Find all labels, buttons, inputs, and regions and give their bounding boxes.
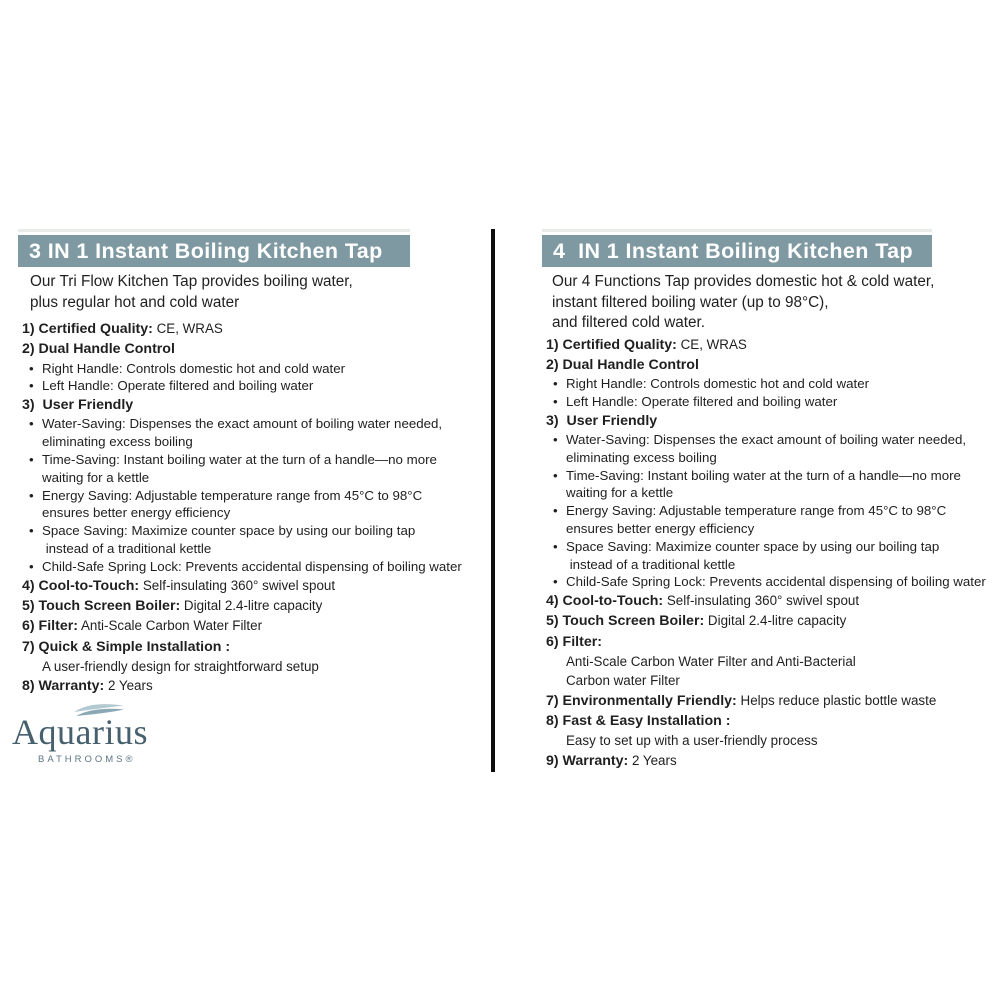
bullet-text: Space Saving: Maximize counter space by using our boiling tap (42, 523, 416, 539)
bullet-icon: • (553, 431, 558, 447)
bullet-icon: • (29, 360, 34, 376)
bullet-icon: • (553, 503, 558, 519)
feature-label: 6) Filter: (546, 633, 602, 650)
feature-bullet (542, 431, 994, 449)
feature-continuation: eliminating excess boiling (42, 434, 193, 450)
bullet-icon: • (553, 574, 558, 590)
feature-continuation: instead of a traditional kettle (42, 541, 212, 557)
bullet-text: Water-Saving: Dispenses the exact amount of boiling water needed, (566, 431, 967, 447)
feature-item (18, 319, 486, 339)
feature-item (18, 339, 486, 359)
intro-line: plus regular hot and cold water (30, 293, 240, 311)
feature-value: Digital 2.4-litre capacity (704, 613, 847, 629)
feature-item (542, 691, 994, 711)
bullet-text: Child-Safe Spring Lock: Prevents accidental dispensing of boiling water (566, 574, 986, 590)
bullet-icon: • (553, 376, 558, 392)
scan-artifact-strip (18, 229, 410, 232)
feature-bullet (18, 377, 486, 395)
feature-bullet (18, 522, 486, 540)
feature-bullet (18, 451, 486, 469)
section-intro (18, 272, 486, 313)
intro-line: Our 4 Functions Tap provides domestic hot & cold water, (552, 273, 935, 290)
feature-bullet (542, 393, 994, 411)
feature-label: 5) Touch Screen Boiler: (22, 597, 181, 614)
feature-bullet (542, 502, 994, 520)
bullet-icon: • (553, 393, 558, 409)
feature-item (18, 576, 486, 596)
bullet-icon: • (553, 538, 558, 554)
column-divider (491, 229, 495, 772)
feature-value: Anti-Scale Carbon Water Filter (77, 618, 263, 634)
feature-item (542, 611, 994, 631)
bullet-text: Time-Saving: Instant boiling water at the turn of a handle—no more (42, 452, 437, 468)
section-intro (542, 272, 994, 334)
feature-label: 1) Certified Quality: (546, 336, 677, 353)
bullet-text: Energy Saving: Adjustable temperature range from 45°C to 98°C (42, 487, 423, 503)
column-4in1-tap (542, 226, 994, 771)
feature-label: 9) Warranty: (546, 752, 629, 769)
feature-item (542, 335, 994, 355)
feature-item (542, 632, 994, 652)
bullet-text: Energy Saving: Adjustable temperature range from 45°C to 98°C (566, 503, 947, 519)
feature-bullet (18, 360, 486, 378)
feature-continuation: Carbon water Filter (566, 673, 680, 689)
feature-bullet (542, 573, 994, 591)
feature-value: 2 Years (104, 678, 153, 694)
feature-item (18, 596, 486, 616)
feature-item (18, 616, 486, 636)
bullet-text: Time-Saving: Instant boiling water at the turn of a handle—no more (566, 467, 961, 483)
feature-continuation: ensures better energy efficiency (42, 505, 231, 521)
scan-artifact-strip (542, 229, 932, 232)
section-header-3in1: 3 IN 1 Instant Boiling Kitchen Tap (18, 235, 410, 267)
feature-label: 8) Fast & Easy Installation : (546, 712, 731, 729)
bullet-icon: • (29, 378, 34, 394)
section-header-4in1: 4 IN 1 Instant Boiling Kitchen Tap (542, 235, 932, 267)
feature-item (542, 411, 994, 431)
feature-continuation: A user-friendly design for straightforward setup (42, 658, 319, 674)
feature-continuation: eliminating excess boiling (566, 449, 717, 465)
intro-line: Our Tri Flow Kitchen Tap provides boiling water, (30, 273, 353, 290)
bullet-text: Left Handle: Operate filtered and boiling water (566, 393, 838, 409)
feature-item (542, 751, 994, 771)
brand-name: Aquarius (12, 712, 148, 752)
bullet-text: Child-Safe Spring Lock: Prevents accidental dispensing of boiling water (42, 558, 462, 574)
feature-continuation: waiting for a kettle (42, 469, 150, 485)
feature-value: Self-insulating 360° swivel spout (139, 577, 336, 593)
feature-value: CE, WRAS (152, 321, 223, 336)
feature-continuation: Anti-Scale Carbon Water Filter and Anti-Bacterial (566, 654, 856, 670)
bullet-text: Left Handle: Operate filtered and boiling water (42, 378, 314, 394)
bullet-icon: • (29, 487, 34, 503)
intro-line: and filtered cold water. (552, 314, 706, 331)
feature-item (18, 395, 486, 415)
feature-label: 7) Environmentally Friendly: (546, 692, 737, 709)
feature-bullet (542, 467, 994, 485)
feature-list (542, 335, 994, 771)
feature-item (18, 676, 486, 696)
feature-label: 6) Filter: (22, 618, 78, 635)
feature-label: 3) User Friendly (546, 412, 658, 429)
feature-bullet (18, 487, 486, 505)
feature-label: 2) Dual Handle Control (546, 356, 699, 373)
bullet-text: Water-Saving: Dispenses the exact amount of boiling water needed, (42, 416, 443, 432)
column-3in1-tap (18, 226, 486, 696)
feature-label: 5) Touch Screen Boiler: (546, 613, 705, 630)
feature-label: 1) Certified Quality: (22, 321, 153, 337)
feature-bullet (542, 538, 994, 556)
feature-label: 4) Cool-to-Touch: (546, 593, 664, 610)
feature-item (542, 355, 994, 375)
bullet-text: Space Saving: Maximize counter space by using our boiling tap (566, 538, 940, 554)
feature-label: 7) Quick & Simple Installation : (22, 638, 231, 655)
feature-value: 2 Years (628, 752, 677, 768)
bullet-icon: • (29, 558, 34, 574)
brand-logo (10, 695, 200, 773)
feature-item (18, 637, 486, 657)
feature-continuation: waiting for a kettle (566, 485, 674, 501)
feature-value: Digital 2.4-litre capacity (180, 597, 323, 613)
feature-value: Helps reduce plastic bottle waste (736, 692, 937, 708)
feature-continuation: ensures better energy efficiency (566, 520, 755, 536)
bullet-icon: • (553, 467, 558, 483)
feature-continuation: instead of a traditional kettle (566, 556, 736, 572)
bullet-icon: • (29, 416, 34, 432)
feature-value: CE, WRAS (676, 336, 747, 352)
bullet-text: Right Handle: Controls domestic hot and cold water (42, 360, 346, 376)
feature-label: 4) Cool-to-Touch: (22, 577, 140, 594)
feature-bullet (18, 558, 486, 576)
bullet-icon: • (29, 452, 34, 468)
feature-item (542, 711, 994, 731)
feature-list (18, 319, 486, 696)
bullet-icon: • (29, 523, 34, 539)
feature-value: Self-insulating 360° swivel spout (663, 593, 860, 609)
feature-bullet (542, 375, 994, 393)
bullet-text: Right Handle: Controls domestic hot and cold water (566, 376, 870, 392)
feature-label: 3) User Friendly (22, 397, 134, 414)
feature-continuation: Easy to set up with a user-friendly process (566, 733, 818, 749)
feature-label: 2) Dual Handle Control (22, 341, 175, 358)
feature-item (542, 591, 994, 611)
brand-subtitle: BATHROOMS® (38, 754, 136, 765)
intro-line: instant filtered boiling water (up to 98°C), (552, 293, 829, 311)
feature-label: 8) Warranty: (22, 678, 105, 695)
feature-bullet (18, 415, 486, 433)
